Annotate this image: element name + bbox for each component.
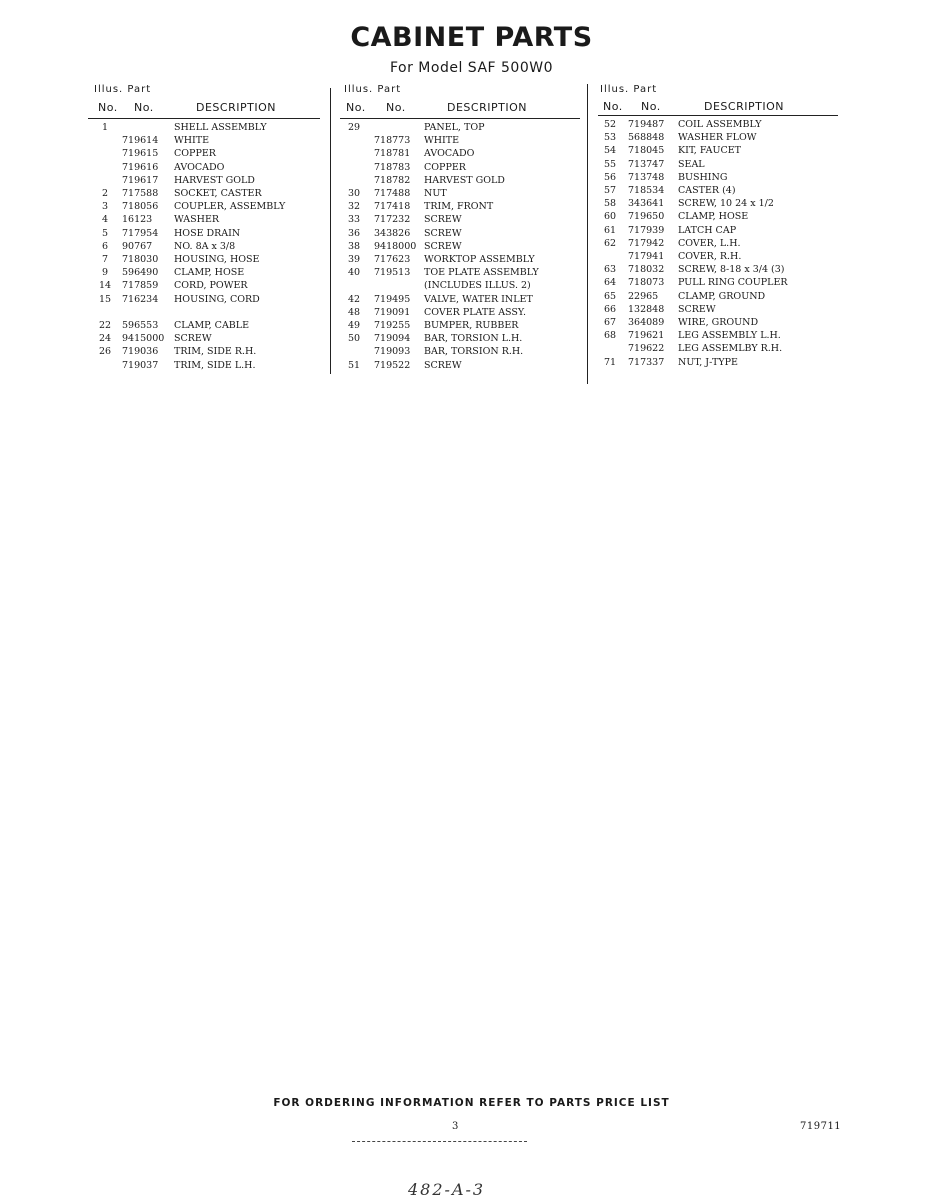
illus-no-cell: 67 xyxy=(603,317,617,328)
part-no-cell: 716234 xyxy=(122,293,159,305)
header-rule xyxy=(598,115,838,116)
header-illus-part: Illus. Part xyxy=(600,84,658,95)
description-cell: CORD, POWER xyxy=(174,280,248,292)
part-no-cell: 718045 xyxy=(628,145,665,157)
description-cell: SCREW xyxy=(678,303,716,315)
illus-no-cell: 2 xyxy=(101,188,109,199)
header-illus-no: No. xyxy=(346,101,366,114)
description-cell: TOE PLATE ASSEMBLY xyxy=(424,267,539,279)
illus-no-cell: 26 xyxy=(98,346,112,358)
description-cell: SCREW, 10 24 x 1/2 xyxy=(678,198,774,210)
description-cell: PULL RING COUPLER xyxy=(678,277,788,289)
part-no-cell: 719036 xyxy=(122,346,159,358)
divider-line xyxy=(352,1141,527,1142)
illus-no-cell: 6 xyxy=(101,240,109,252)
illus-no-cell: 64 xyxy=(603,277,617,289)
illus-no-cell: 4 xyxy=(101,214,109,226)
part-no-cell: 718073 xyxy=(628,277,665,289)
part-no-cell: 90767 xyxy=(122,240,153,252)
part-no-cell: 568848 xyxy=(628,132,665,144)
illus-no-cell: 53 xyxy=(603,132,617,144)
illus-no-cell: 15 xyxy=(98,293,112,305)
model-subtitle: For Model SAF 500W0 xyxy=(389,60,553,76)
illus-no-cell: 50 xyxy=(347,333,361,345)
description-cell: SCREW xyxy=(424,227,462,239)
page-title: CABINET PARTS xyxy=(350,22,593,53)
part-no-cell: 717232 xyxy=(374,214,411,226)
part-no-cell: 717942 xyxy=(628,237,665,249)
part-no-cell: 718782 xyxy=(374,174,411,186)
illus-no-cell: 29 xyxy=(347,122,361,133)
header-part-no: No. xyxy=(641,100,661,113)
illus-no-cell: 40 xyxy=(347,267,361,279)
description-cell: NUT xyxy=(424,188,447,199)
part-no-cell: 596553 xyxy=(122,320,159,331)
illus-no-cell: 51 xyxy=(347,359,361,371)
description-cell: AVOCADO xyxy=(424,148,475,160)
illus-no-cell: 65 xyxy=(603,290,617,302)
part-no-cell: 717859 xyxy=(122,280,159,292)
header-illus-no: No. xyxy=(98,101,118,114)
description-cell: SCREW xyxy=(424,359,462,371)
part-no-cell: 717337 xyxy=(628,356,665,368)
header-description: DESCRIPTION xyxy=(447,101,527,114)
description-cell: TRIM, FRONT xyxy=(424,201,494,213)
part-no-cell: 719650 xyxy=(628,211,665,223)
description-cell: VALVE, WATER INLET xyxy=(424,293,533,305)
part-no-cell: 713748 xyxy=(628,171,665,183)
illus-no-cell: 14 xyxy=(98,280,112,292)
part-no-cell: 718783 xyxy=(374,161,411,173)
part-no-cell: 718056 xyxy=(122,201,159,213)
header-description: DESCRIPTION xyxy=(196,101,276,114)
part-no-cell: 719091 xyxy=(374,306,411,318)
part-no-cell: 718032 xyxy=(628,264,665,276)
part-no-cell: 364089 xyxy=(628,317,665,328)
part-no-cell: 719614 xyxy=(122,135,159,147)
description-cell: COUPLER, ASSEMBLY xyxy=(174,201,286,213)
header-rule xyxy=(88,118,320,119)
header-part-no: No. xyxy=(386,101,406,114)
column-divider-1 xyxy=(330,88,331,374)
illus-no-cell: 49 xyxy=(347,320,361,331)
description-cell: SCREW xyxy=(424,214,462,226)
illus-no-cell: 54 xyxy=(603,145,617,157)
description-cell: WHITE xyxy=(174,135,210,147)
part-no-cell: 719622 xyxy=(628,343,665,355)
part-no-cell: 719522 xyxy=(374,359,411,371)
header-rule xyxy=(340,118,580,119)
illus-no-cell: 5 xyxy=(101,227,109,239)
description-cell: AVOCADO xyxy=(174,161,225,173)
part-no-cell: 719255 xyxy=(374,320,411,331)
description-cell: NO. 8A x 3/8 xyxy=(174,240,236,252)
part-no-cell: 718030 xyxy=(122,254,159,265)
document-number: 719711 xyxy=(800,1121,842,1132)
part-no-cell: 718534 xyxy=(628,185,665,196)
illus-no-cell: 3 xyxy=(101,201,109,213)
part-no-cell: 719093 xyxy=(374,346,411,358)
illus-no-cell: 7 xyxy=(101,254,109,265)
description-cell: CASTER (4) xyxy=(678,185,736,196)
part-no-cell: 717954 xyxy=(122,227,159,239)
description-cell: HOUSING, HOSE xyxy=(174,254,260,265)
description-cell: SCREW, 8-18 x 3/4 (3) xyxy=(678,264,785,276)
description-cell: SCREW xyxy=(174,333,212,345)
part-no-cell: 719495 xyxy=(374,293,411,305)
description-cell: PANEL, TOP xyxy=(424,122,485,133)
illus-no-cell: 71 xyxy=(603,356,617,368)
part-no-cell: 343826 xyxy=(374,227,411,239)
part-no-cell: 719513 xyxy=(374,267,411,279)
description-cell: SCREW xyxy=(424,240,462,252)
description-cell: WIRE, GROUND xyxy=(678,317,759,328)
description-cell: CLAMP, GROUND xyxy=(678,290,766,302)
description-cell: WASHER xyxy=(174,214,220,226)
part-no-cell: 719617 xyxy=(122,174,159,186)
part-no-cell: 719615 xyxy=(122,148,159,160)
description-cell: LATCH CAP xyxy=(678,224,737,236)
illus-no-cell: 60 xyxy=(603,211,617,223)
description-cell: SOCKET, CASTER xyxy=(174,188,262,199)
description-cell: KIT, FAUCET xyxy=(678,145,742,157)
description-cell: COVER PLATE ASSY. xyxy=(424,306,526,318)
column-divider-2 xyxy=(587,84,588,384)
illus-no-cell: 63 xyxy=(603,264,617,276)
part-no-cell: 717623 xyxy=(374,254,411,265)
illus-no-cell: 22 xyxy=(98,320,112,331)
header-illus-part: Illus. Part xyxy=(94,84,152,95)
part-no-cell: 596490 xyxy=(122,267,159,279)
part-no-cell: 717488 xyxy=(374,188,411,199)
part-no-cell: 719094 xyxy=(374,333,411,345)
description-cell: COPPER xyxy=(424,161,466,173)
part-no-cell: 719621 xyxy=(628,330,665,342)
description-cell: SHELL ASSEMBLY xyxy=(174,122,267,133)
part-no-cell: 343641 xyxy=(628,198,665,210)
description-cell: TRIM, SIDE R.H. xyxy=(174,346,257,358)
part-no-cell: 717939 xyxy=(628,224,665,236)
illus-no-cell: 24 xyxy=(98,333,112,345)
ordering-info-footer: FOR ORDERING INFORMATION REFER TO PARTS PRICE LIST xyxy=(273,1097,670,1109)
part-no-cell: 132848 xyxy=(628,303,665,315)
illus-no-cell: 9 xyxy=(101,267,109,279)
description-cell: BUMPER, RUBBER xyxy=(424,320,519,331)
description-cell: BAR, TORSION R.H. xyxy=(424,346,524,358)
part-no-cell: 717588 xyxy=(122,188,159,199)
header-illus-part: Illus. Part xyxy=(344,84,402,95)
description-cell: TRIM, SIDE L.H. xyxy=(174,359,256,371)
description-cell: BAR, TORSION L.H. xyxy=(424,333,523,345)
illus-no-cell: 52 xyxy=(603,119,617,130)
description-cell: COVER, R.H. xyxy=(678,251,742,262)
illus-no-cell: 66 xyxy=(603,303,617,315)
description-cell: HARVEST GOLD xyxy=(174,174,255,186)
handwritten-note: 482-A-3 xyxy=(408,1180,486,1199)
description-cell: COPPER xyxy=(174,148,216,160)
illus-no-cell: 55 xyxy=(603,158,617,170)
illus-no-cell: 62 xyxy=(603,237,617,249)
illus-no-cell: 38 xyxy=(347,240,361,252)
part-no-cell: 9418000 xyxy=(374,240,417,252)
illus-no-cell: 42 xyxy=(347,293,361,305)
part-no-cell: 717941 xyxy=(628,251,665,262)
part-no-cell: 22965 xyxy=(628,290,659,302)
illus-no-cell: 48 xyxy=(347,306,361,318)
illus-no-cell: 68 xyxy=(603,330,617,342)
part-no-cell: 718773 xyxy=(374,135,411,147)
illus-no-cell: 30 xyxy=(347,188,361,199)
description-cell: WASHER FLOW xyxy=(678,132,757,144)
part-no-cell: 719037 xyxy=(122,359,159,371)
part-no-cell: 719487 xyxy=(628,119,665,130)
description-cell: SEAL xyxy=(678,158,705,170)
header-description: DESCRIPTION xyxy=(704,100,784,113)
description-cell: COIL ASSEMBLY xyxy=(678,119,762,130)
illus-no-cell: 56 xyxy=(603,171,617,183)
description-cell: (INCLUDES ILLUS. 2) xyxy=(424,280,531,292)
description-cell: NUT, J-TYPE xyxy=(678,356,738,368)
description-cell: HOSE DRAIN xyxy=(174,227,241,239)
header-illus-no: No. xyxy=(603,100,623,113)
illus-no-cell: 1 xyxy=(101,122,109,133)
illus-no-cell: 32 xyxy=(347,201,361,213)
illus-no-cell: 61 xyxy=(603,224,617,236)
page-number: 3 xyxy=(452,1121,459,1132)
illus-no-cell: 39 xyxy=(347,254,361,265)
description-cell: WORKTOP ASSEMBLY xyxy=(424,254,535,265)
description-cell: BUSHING xyxy=(678,171,728,183)
illus-no-cell: 58 xyxy=(603,198,617,210)
description-cell: LEG ASSEMLBY R.H. xyxy=(678,343,783,355)
description-cell: HOUSING, CORD xyxy=(174,293,260,305)
header-part-no: No. xyxy=(134,101,154,114)
part-no-cell: 713747 xyxy=(628,158,665,170)
illus-no-cell: 57 xyxy=(603,185,617,196)
description-cell: LEG ASSEMBLY L.H. xyxy=(678,330,781,342)
description-cell: HARVEST GOLD xyxy=(424,174,505,186)
description-cell: WHITE xyxy=(424,135,460,147)
part-no-cell: 9415000 xyxy=(122,333,165,345)
part-no-cell: 717418 xyxy=(374,201,411,213)
illus-no-cell: 33 xyxy=(347,214,361,226)
illus-no-cell: 36 xyxy=(347,227,361,239)
description-cell: CLAMP, HOSE xyxy=(678,211,749,223)
part-no-cell: 718781 xyxy=(374,148,411,160)
part-no-cell: 719616 xyxy=(122,161,159,173)
part-no-cell: 16123 xyxy=(122,214,153,226)
description-cell: COVER, L.H. xyxy=(678,237,741,249)
description-cell: CLAMP, HOSE xyxy=(174,267,245,279)
description-cell: CLAMP, CABLE xyxy=(174,320,250,331)
